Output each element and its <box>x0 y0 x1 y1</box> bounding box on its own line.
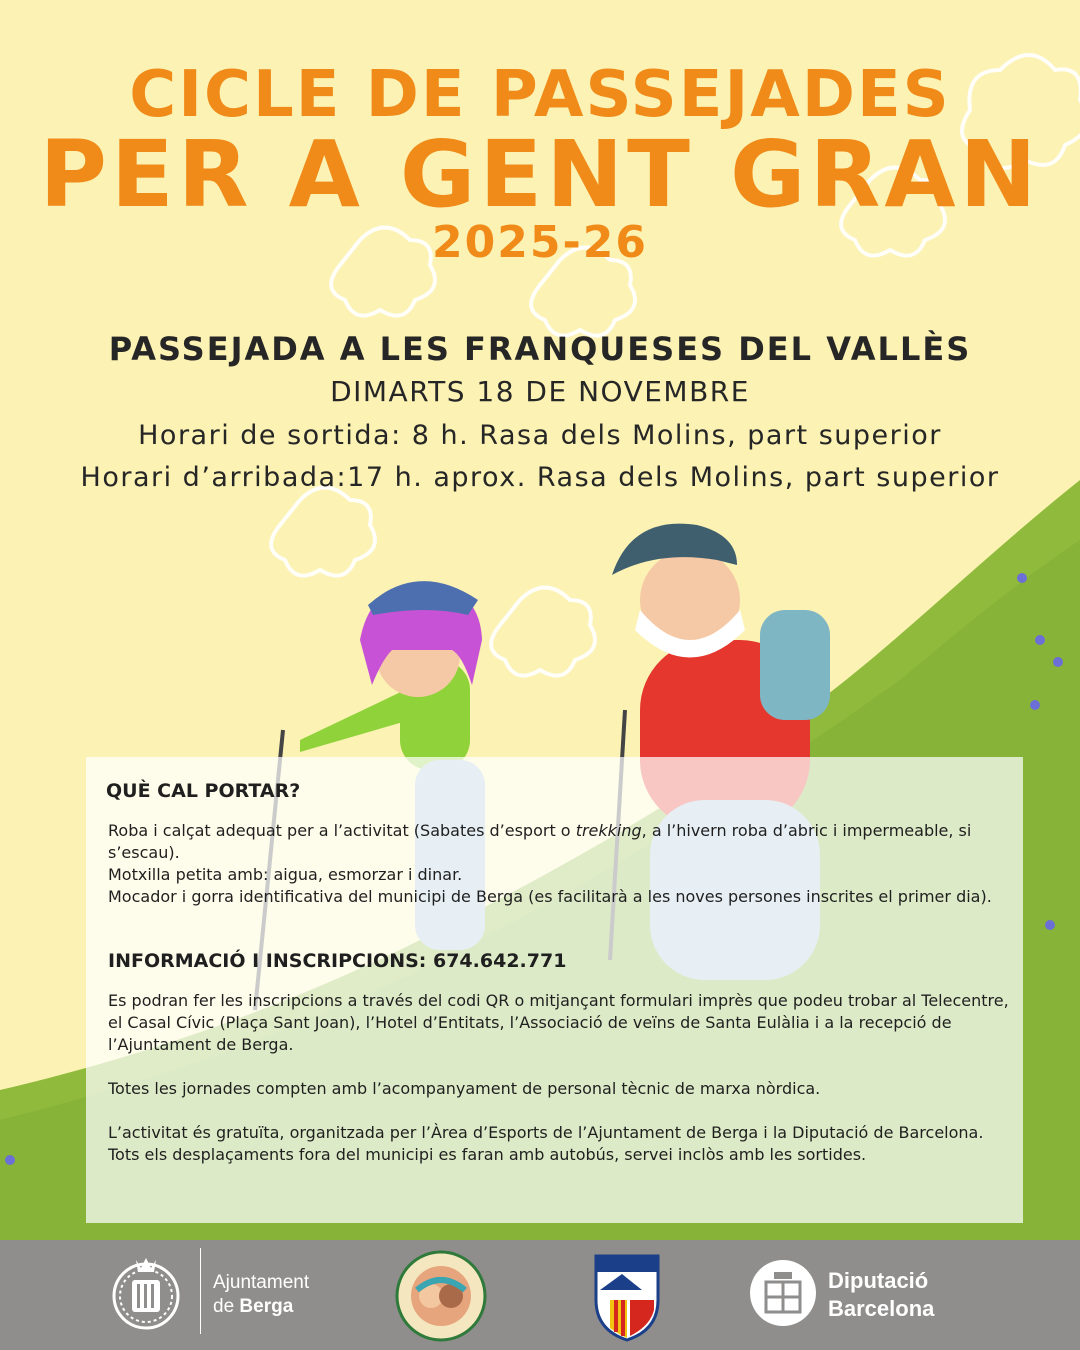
bring-heading: QUÈ CAL PORTAR? <box>106 780 301 802</box>
diputacio-label: Diputació <box>828 1268 929 1293</box>
event-name: PASSEJADA A LES FRANQUESES DEL VALLÈS <box>108 330 972 368</box>
footer-divider <box>200 1248 201 1334</box>
audience-title: PER A GENT GRAN <box>39 121 1041 228</box>
ceb-shield-icon <box>592 1250 662 1342</box>
bring-item-clothing: Roba i calçat adequat per a l’activitat (Sabates d’esport o trekking, a l’hivern roba d’abric i impermeable, si s’escau). <box>108 821 972 862</box>
barcelona-label: Barcelona <box>828 1296 935 1321</box>
season-title: 2025-26 <box>432 217 648 268</box>
info-guides: Totes les jornades compten amb l’acompanyament de personal tècnic de marxa nòrdica. <box>108 1079 821 1098</box>
info-free: L’activitat és gratuïta, organitzada per l’Àrea d’Esports de l’Ajuntament de Berga i la Diputació de Barcelona. Tots els desplaçaments fora del municipi es faran amb autobús, servei inclòs amb les sortides. <box>108 1123 984 1164</box>
series-title: CICLE DE PASSEJADES <box>129 58 951 132</box>
vull-esport-logo-icon <box>395 1250 487 1342</box>
departure-time: Horari de sortida: 8 h. Rasa dels Molins, part superior <box>138 420 942 451</box>
arrival-time: Horari d’arribada:17 h. aprox. Rasa dels Molins, part superior <box>80 462 1000 493</box>
info-registration: Es podran fer les inscripcions a través del codi QR o mitjançant formulari imprès que podeu trobar al Telecentre, el Casal Cívic (Plaça Sant Joan), l’Hotel d’Entitats, l’Associació de veïns de Santa Eulàlia i a la recepció de l’Ajuntament de Berga. <box>108 991 1009 1054</box>
diputacio-emblem-icon <box>748 1258 818 1328</box>
trekking-term: trekking <box>575 821 642 840</box>
event-date: DIMARTS 18 DE NOVEMBRE <box>330 375 750 408</box>
berga-coat-of-arms-icon <box>106 1246 186 1342</box>
bring-item-backpack: Motxilla petita amb: aigua, esmorzar i dinar. <box>108 865 463 884</box>
bring-list <box>108 820 1018 908</box>
ajuntament-label: Ajuntament <box>213 1272 310 1293</box>
info-heading: INFORMACIÓ I INSCRIPCIONS: 674.642.771 <box>108 950 567 972</box>
berga-label: de Berga <box>213 1296 294 1317</box>
info-body <box>108 990 1018 1166</box>
bring-item-scarf: Mocador i gorra identificativa del municipi de Berga (es facilitarà a les noves persones inscrites el primer dia). <box>108 887 992 906</box>
